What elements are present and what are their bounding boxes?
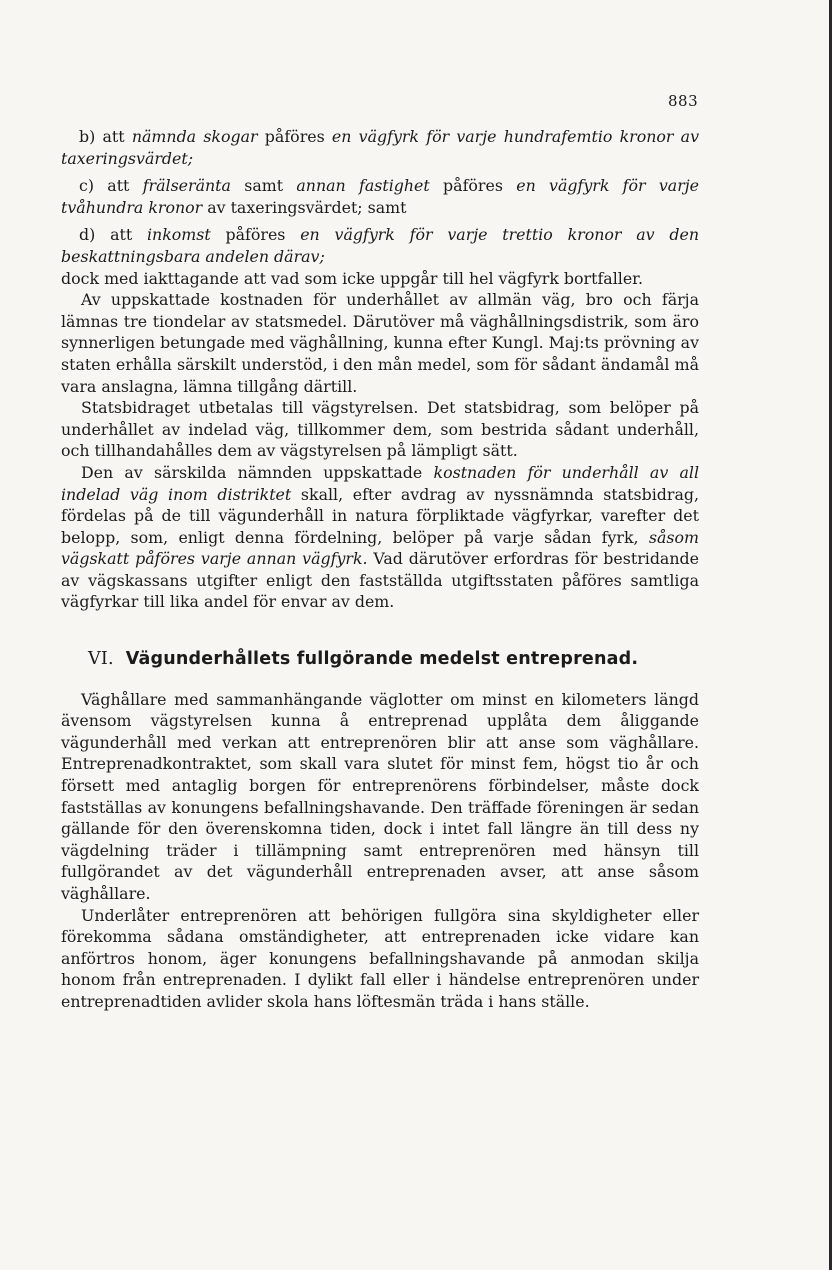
page-body [61,126,699,1013]
clause-c: c) att frälseränta samt annan fastighet påföres en vägfyrk för varje tvåhundra kronor av taxeringsvärdet; samt [61,176,700,217]
section-title: Vägunderhållets fullgörande medelst entreprenad. [125,649,639,670]
section-number: VI. [88,649,114,670]
clause-d: d) att inkomst påföres en vägfyrk för varje trettio kronor av den beskattningsbara andelen därav; [61,225,699,266]
paragraph-underlater: Underlåter entreprenören att behörigen fullgöra sina skyldigheter eller förekomma sådana omständigheter, att entreprenaden icke vidare kan anförtros honom, äger konungens befallningshavande på anmodan skilja honom från entreprenaden. I dylikt fall eller i händelse entreprenören under entreprenadtiden avlider skola hans löftesmän träda i hans ställe. [61,905,699,1011]
paragraph-dock: dock med iakttagande att vad som icke uppgår till hel vägfyrk bortfaller. [61,268,644,288]
paragraph-vaghallare: Väghållare med sammanhängande väglotter om minst en kilometers längd ävensom vägstyrelsen kunna å entreprenad upplåta dem åliggande vägunderhåll med verkan att entreprenören blir att anse som väghållare. Entreprenadkontraktet, som skall vara slutet för minst fem, högst tio år och försett med antaglig borgen för entreprenörens förbindelser, måste dock fastställas av konungens befallningshavande. Den träffade föreningen är sedan gällande för den överenskomna tiden, dock i intet fall längre än till dess ny vägdelning träder i tillämpning samt entreprenören med hänsyn till fullgörandet av det vägunderhåll entreprenaden avser, att anse såsom väghållare. [61,689,699,903]
clause-b: b) att nämnda skogar påföres en vägfyrk för varje hundrafemtio kronor av taxeringsvärdet; [61,127,700,168]
paragraph-statsmedel: Av uppskattade kostnaden för underhållet av allmän väg, bro och färja lämnas tre tiondelar av statsmedel. Därutöver må väghållningsdistrik, som äro synnerligen betungade med väghållning, kunna efter Kungl. Maj:ts prövning av staten erhålla särskilt understöd, i den mån medel, som för sådant ändamål må vara anslagna, lämna tillgång därtill. [61,290,699,396]
page-number: 883 [668,92,699,110]
paragraph-statsbidraget: Statsbidraget utbetalas till vägstyrelsen. Det statsbidrag, som belöper på underhållet av indelad väg, tillkommer dem, som bestrida sådant underhåll, och tillhandahålles dem av vägstyrelsen på lämpligt sätt. [61,398,699,461]
paragraph-kostnaden: Den av särskilda nämnden uppskattade kostnaden för underhåll av all indelad väg inom distriktet skall, efter avdrag av nyssnämnda statsbidrag, fördelas på de till vägunderhåll in natura förpliktade vägfyrkar, varefter det belopp, som, enligt denna fördelning, belöper på varje sådan fyrk, såsom vägskatt påföres varje annan vägfyrk. Vad därutöver erfordras för bestridande av vägskassans utgifter enligt den fastställda utgiftsstaten påföres samtliga vägfyrkar till lika andel för envar av dem. [61,462,700,612]
section-heading [88,649,699,671]
